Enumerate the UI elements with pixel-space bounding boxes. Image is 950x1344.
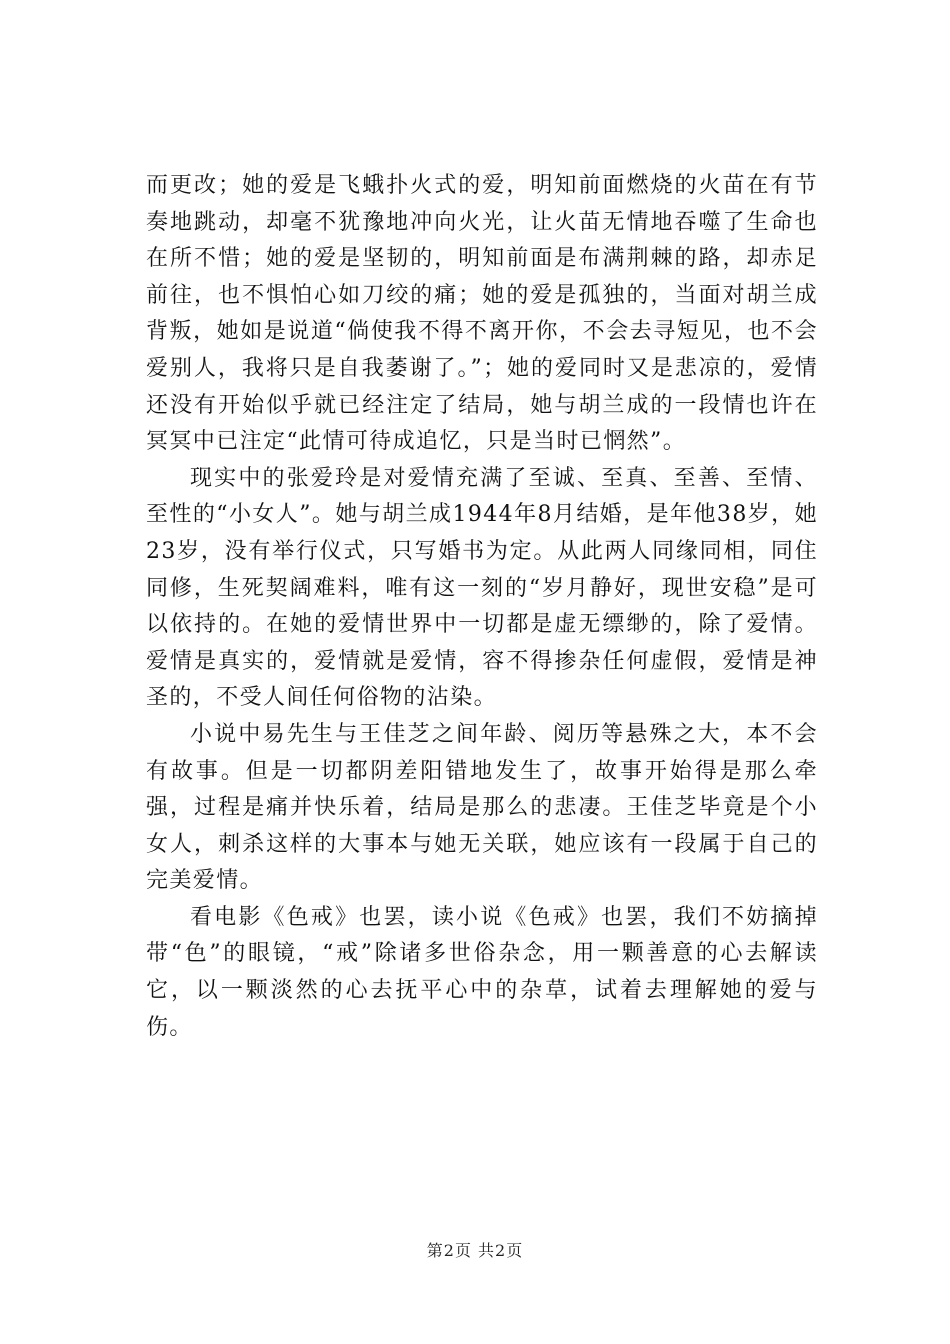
paragraph-zhang-ailing: 现实中的张爱玲是对爱情充满了至诚、至真、至善、至情、至性的“小女人”。她与胡兰成1944年8月结婚，是年他38岁，她23岁，没有举行仪式，只写婚书为定。从此两人同缘同相，同住同修，生死契阔难料，唯有这一刻的“岁月静好，现世安稳”是可以依持的。在她的爱情世界中一切都是虚无缥缈的，除了爱情。爱情是真实的，爱情就是爱情，容不得掺杂任何虚假，爱情是神圣的，不受人间任何俗物的沾染。 [146,465,818,711]
paragraph-novel: 小说中易先生与王佳芝之间年龄、阅历等悬殊之大，本不会有故事。但是一切都阴差阳错地发生了，故事开始得是那么牵强，过程是痛并快乐着，结局是那么的悲凄。王佳芝毕竟是个小女人，刺杀这样的大事本与她无关联，她应该有一段属于自己的完美爱情。 [146,721,818,894]
page-number-footer: 第2页 共2页 [426,1241,524,1260]
paragraph-continuation: 而更改；她的爱是飞蛾扑火式的爱，明知前面燃烧的火苗在有节奏地跳动，却毫不犹豫地冲向火光，让火苗无情地吞噬了生命也在所不惜；她的爱是坚韧的，明知前面是布满荆棘的路，却赤足前往，也不惧怕心如刀绞的痛；她的爱是孤独的，当面对胡兰成背叛，她如是说道“倘使我不得不离开你，不会去寻短见，也不会爱别人，我将只是自我萎谢了。”；她的爱同时又是悲凉的，爱情还没有开始似乎就已经注定了结局，她与胡兰成的一段情也许在冥冥中已注定“此情可待成追忆，只是当时已惘然”。 [146,173,818,455]
document-body [146,168,818,1046]
paragraph-conclusion: 看电影《色戒》也罢，读小说《色戒》也罢，我们不妨摘掉带“色”的眼镜，“戒”除诸多世俗杂念，用一颗善意的心去解读它，以一颗淡然的心去抚平心中的杂草，试着去理解她的爱与伤。 [146,904,818,1040]
